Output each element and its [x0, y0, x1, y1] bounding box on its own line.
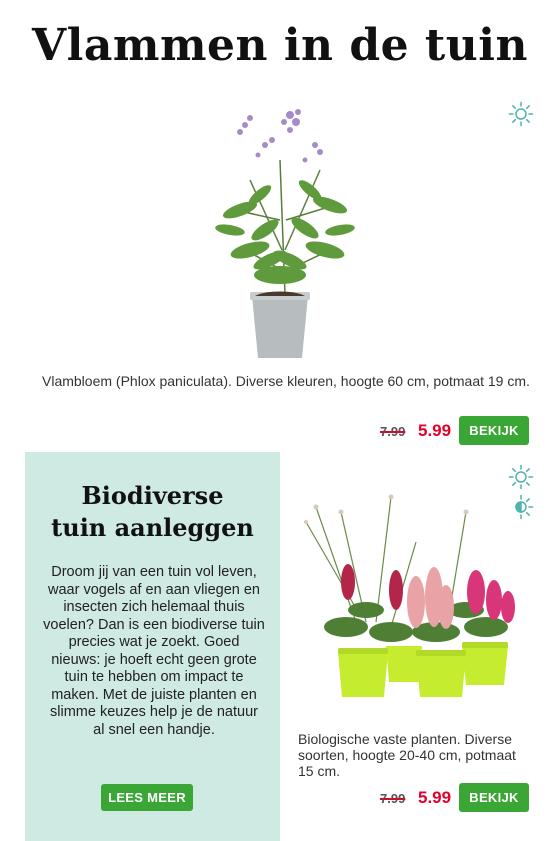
promo-title-line2: tuin aanleggen	[51, 513, 254, 542]
old-price: 7.99	[380, 791, 406, 806]
old-price: 7.99	[380, 424, 406, 439]
phlox-plant-image	[190, 100, 370, 365]
promo-title-line1: Biodiverse	[81, 481, 224, 510]
perennials-plant-image	[296, 482, 532, 702]
full-sun-icon	[508, 101, 534, 127]
bekijk-button[interactable]: BEKIJK	[459, 783, 529, 812]
sale-price: 5.99	[418, 788, 452, 807]
product-description: Vlambloem (Phlox paniculata). Diverse kleuren, hoogte 60 cm, potmaat 19 cm.	[42, 373, 530, 389]
lees-meer-button[interactable]: LEES MEER	[101, 784, 193, 811]
product-description: Biologische vaste planten. Diverse soorten, hoogte 20-40 cm, potmaat 15 cm.	[298, 731, 516, 779]
bekijk-button[interactable]: BEKIJK	[459, 416, 529, 445]
promo-title	[25, 480, 280, 544]
page-title: Vlammen in de tuin	[32, 20, 528, 71]
sale-price: 5.99	[418, 421, 452, 440]
promo-text: Droom jij van een tuin vol leven, waar vogels af en aan vliegen en insecten zich helemaal thuis voelen? Dan is een biodiverse tuin precies wat je zoekt. Goed nieuws: je hoeft echt geen grote tuin te hebben om impact te maken. Met de juiste planten en slimme keuzes help je de natuur al snel een handje.	[43, 564, 265, 738]
promo-panel	[25, 452, 280, 841]
